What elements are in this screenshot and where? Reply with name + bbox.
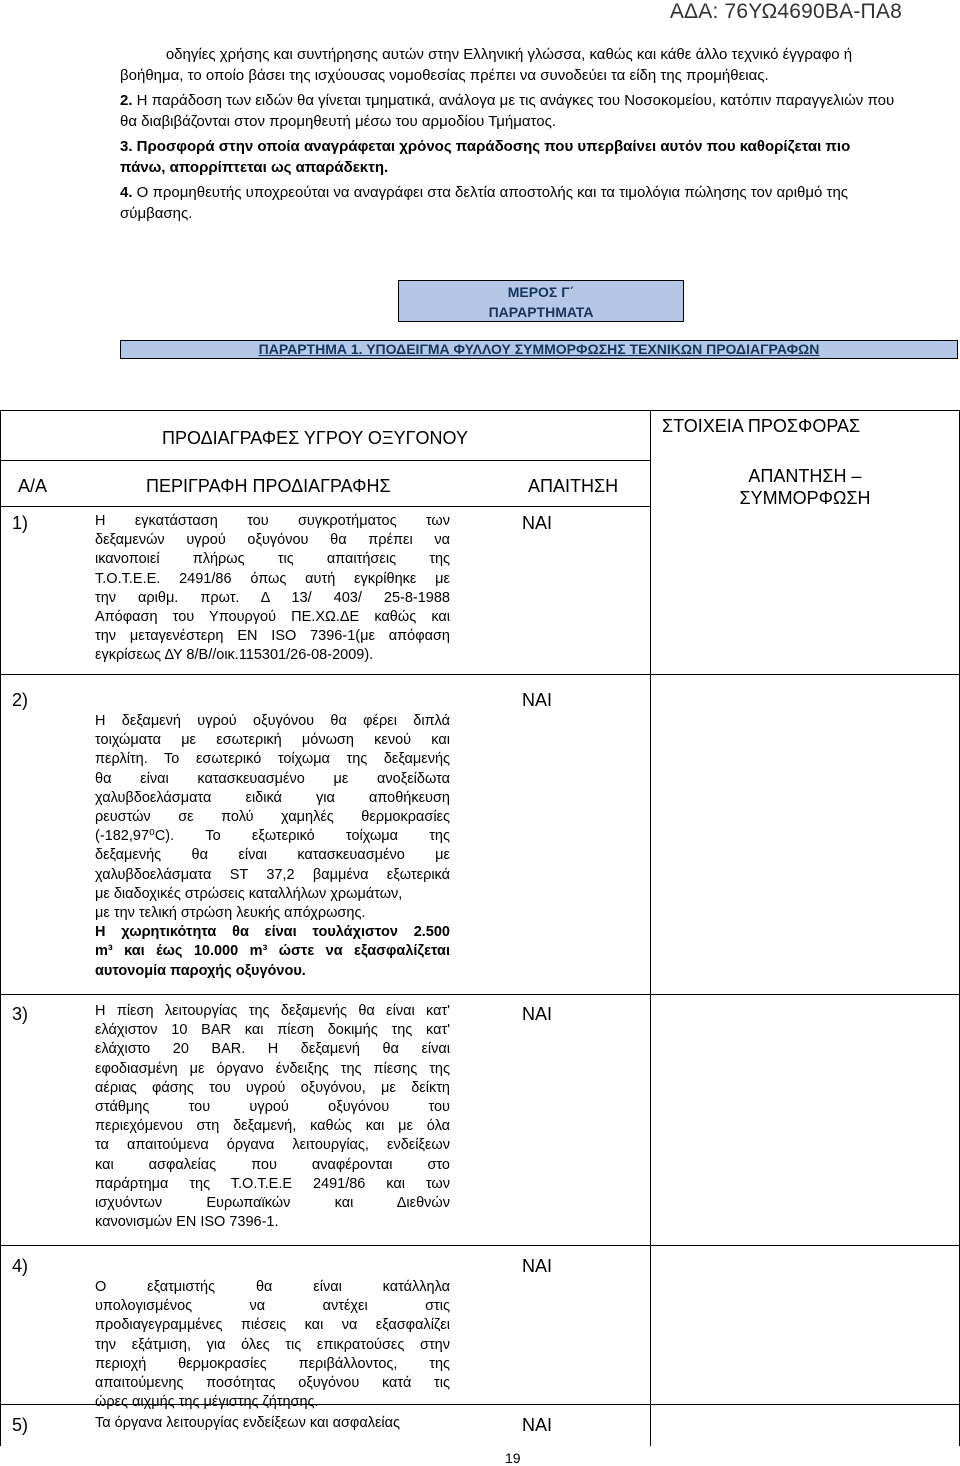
intro-p3-line2: πάνω, απορρίπτεται ως απαράδεκτη.	[120, 159, 389, 176]
spec-title: ΠΡΟΔΙΑΓΡΑΦΕΣ ΥΓΡΟΥ ΟΞΥΓΟΝΟΥ	[162, 428, 468, 448]
col-answer-header-line1: ΑΠΑΝΤΗΣΗ –	[748, 466, 862, 486]
desc-line: απαιτούμενης ποσότητας οξυγόνου κατά τις	[95, 1375, 450, 1392]
desc-line: την εξάτμιση, για όλες τις επικρατούσες στην	[95, 1336, 450, 1353]
row-2-number: 2)	[12, 690, 29, 710]
intro-paragraph-3	[120, 136, 898, 178]
row-2-description	[95, 712, 450, 981]
row-3-description	[95, 1002, 450, 1232]
desc-line: και ασφαλείας που αναφέρονται στο	[95, 1156, 450, 1173]
desc-line: ελάχιστο 20 BAR. Η δεξαμενή θα είναι	[95, 1041, 450, 1058]
desc-line: Η πίεση λειτουργίας της δεξαμενής θα είναι κατ'	[95, 1003, 450, 1019]
part-c-title: ΜΕΡΟΣ Γ΄	[507, 284, 575, 300]
desc-line: την αριθμ. πρωτ. Δ 13/ 403/ 25-8-1988	[95, 589, 450, 606]
desc-line: δεξαμενής θα είναι κατασκευασμένο με	[95, 847, 450, 864]
row-1-divider	[0, 674, 960, 675]
appendix-1-title: ΠΑΡΑΡΤΗΜΑ 1. ΥΠΟΔΕΙΓΜΑ ΦΥΛΛΟΥ ΣΥΜΜΟΡΦΩΣΗΣ ΤΕΧΝΙΚΩΝ ΠΡΟΔΙΑΓΡΑΦΩΝ	[120, 340, 958, 359]
desc-line: χαλυβδοελάσματα ειδικά για αποθήκευση	[95, 789, 450, 806]
row-5-number: 5)	[12, 1415, 29, 1435]
row-1-description	[95, 512, 450, 666]
row-3-number: 3)	[12, 1004, 29, 1024]
desc-line: τα απαιτούμενα όργανα λειτουργίας, ενδείξεων	[95, 1137, 450, 1154]
row-3-requirement: ΝΑΙ	[522, 1004, 553, 1024]
row-5-description	[95, 1414, 450, 1433]
desc-line: την μεταγενέστερη ΕΝ ISO 7396-1(με απόφαση	[95, 628, 450, 645]
desc-line: εγκρίσεως ΔΥ 8/Β//οικ.115301/26-08-2009).	[95, 647, 374, 664]
col-answer-header-line2: ΣΥΜΜΟΡΦΩΣΗ	[739, 488, 871, 508]
table-header-divider-2	[0, 506, 650, 507]
desc-line: παράρτημα της Τ.Ο.Τ.Ε.Ε 2491/86 και των	[95, 1175, 450, 1192]
capacity-line: αυτονομία παροχής οξυγόνου.	[95, 962, 306, 979]
p2-number: 2.	[120, 92, 133, 109]
offer-column-divider	[650, 410, 651, 1446]
desc-line: κανονισμών ΕΝ ISO 7396-1.	[95, 1214, 279, 1231]
row-2-divider	[0, 994, 960, 995]
desc-line: Η δεξαμενή υγρού οξυγόνου θα φέρει διπλά	[95, 713, 450, 729]
desc-line: περιοχή θερμοκρασίες περιβάλλοντος, της	[95, 1355, 450, 1372]
desc-line: χαλυβδοελάσματα ST 37,2 βαμμένα εξωτερικά	[95, 866, 450, 883]
desc-line: Ο εξατμιστής θα είναι κατάλληλα	[95, 1279, 450, 1295]
desc-line: περλίτη. Το εσωτερικό τοίχωμα της δεξαμενής	[95, 751, 450, 768]
col-desc-header: ΠΕΡΙΓΡΑΦΗ ΠΡΟΔΙΑΓΡΑΦΗΣ	[146, 476, 391, 496]
page-number: 19	[505, 1450, 521, 1466]
capacity-line: m³ και έως 10.000 m³ ώστε να εξασφαλίζεται	[95, 943, 450, 960]
intro-p2-line1: Η παράδοση των ειδών θα γίνεται τμηματικά, ανάλογα με τις ανάγκες του Νοσοκομείου, κατόπιν παραγγελιών που	[132, 92, 895, 109]
desc-line: (-182,97⁰C). Το εξωτερικό τοίχωμα της	[95, 828, 450, 845]
desc-line: προδιαγεγραμμένες πιέσεις και να εξασφαλίζει	[95, 1317, 450, 1334]
intro-p4-line1: Ο προμηθευτής υποχρεούται να αναγράφει στα δελτία αποστολής και τα τιμολόγια πώλησης τον αριθμό της σύμβασης.	[120, 184, 849, 222]
col-answer-header	[650, 465, 960, 509]
desc-line: περιεχόμενου στη δεξαμενή, καθώς και με όλα	[95, 1118, 450, 1135]
row-4-number: 4)	[12, 1256, 29, 1276]
row-4-requirement: ΝΑΙ	[522, 1256, 553, 1276]
intro-p2-line2: θα διαβιβάζονται στον προμηθευτή μέσω του αρμοδίου Τμήματος.	[120, 113, 557, 130]
intro-paragraph-1	[120, 44, 898, 86]
row-5-requirement: ΝΑΙ	[522, 1415, 553, 1435]
row-4-description	[95, 1278, 450, 1412]
table-header-divider	[0, 460, 650, 461]
desc-line: με την τελική στρώση λευκής απόχρωσης.	[95, 905, 366, 922]
desc-line: στάθμης του υγρού οξυγόνου του	[95, 1099, 450, 1116]
desc-line: αέριας φάσης του υγρού οξυγόνου, με δείκτη	[95, 1079, 450, 1096]
desc-line: ώρες αιχμής της μέγιστης ζήτησης.	[95, 1394, 319, 1411]
row-1-requirement: ΝΑΙ	[522, 513, 553, 533]
capacity-line: Η χωρητικότητα θα είναι τουλάχιστον 2.500	[95, 924, 450, 941]
intro-paragraph-4	[120, 182, 898, 224]
part-c-box	[398, 280, 684, 322]
desc-line: τοιχώματα με εσωτερική μόνωση κενού και	[95, 732, 450, 749]
intro-p1-line2: βοήθημα, το οποίο βάσει της ισχύουσας νομοθεσίας πρέπει να συνοδεύει τα είδη της προμήθειας.	[120, 67, 769, 84]
table-border-top	[0, 410, 960, 411]
table-border-left	[0, 410, 1, 1446]
row-1-number: 1)	[12, 513, 29, 533]
desc-line: ισχυόντων Ευρωπαϊκών και Διεθνών	[95, 1195, 450, 1212]
desc-line: με διαδοχικές στρώσεις καταλλήλων χρωμάτων,	[95, 885, 403, 902]
offer-title: ΣΤΟΙΧΕΙΑ ΠΡΟΣΦΟΡΑΣ	[662, 416, 861, 436]
intro-p3-line1: Προσφορά στην οποία αναγράφεται χρόνος παράδοσης που υπερβαίνει αυτόν που καθορίζεται πιο	[132, 138, 851, 155]
row-2-requirement: ΝΑΙ	[522, 690, 553, 710]
col-aa-header: Α/Α	[18, 476, 48, 496]
ada-code: ΑΔΑ: 76ΥΩ4690ΒΑ-ΠΑ8	[669, 0, 902, 23]
desc-line: Απόφαση του Υπουργού ΠΕ.ΧΩ.ΔΕ καθώς και	[95, 609, 450, 626]
p3-number: 3.	[120, 138, 133, 155]
desc-line: υπολογισμένος να αντέχει στις	[95, 1298, 450, 1315]
desc-line: θα είναι κατασκευασμένο με ανοξείδωτα	[95, 770, 450, 787]
row-3-divider	[0, 1245, 960, 1246]
appendices-title: ΠΑΡΑΡΤΗΜΑΤΑ	[488, 304, 594, 320]
intro-paragraph-2	[120, 90, 898, 132]
desc-line: ικανοποιεί πλήρως τις απαιτήσεις της	[95, 551, 450, 568]
desc-line: Τα όργανα λειτουργίας ενδείξεων και ασφαλείας	[95, 1415, 401, 1431]
desc-line: ρευστών σε πολύ χαμηλές θερμοκρασίες	[95, 809, 450, 826]
compliance-table	[0, 410, 960, 1446]
col-req-header: ΑΠΑΙΤΗΣΗ	[528, 476, 619, 496]
desc-line: δεξαμενών υγρού οξυγόνου θα πρέπει να	[95, 532, 450, 549]
desc-line: Τ.Ο.Τ.Ε.Ε. 2491/86 όπως αυτή εγκρίθηκε με	[95, 570, 450, 587]
desc-line: ελάχιστον 10 BAR και πίεση δοκιμής της κατ'	[95, 1022, 450, 1039]
p4-number: 4.	[120, 184, 133, 201]
intro-p1-line1: οδηγίες χρήσης και συντήρησης αυτών στην Ελληνική γλώσσα, καθώς και κάθε άλλο τεχνικό έγγραφο ή	[165, 46, 853, 63]
desc-line: εφοδιασμένη με όργανο ένδειξης της πίεσης της	[95, 1060, 450, 1077]
desc-line: Η εγκατάσταση του συγκροτήματος των	[95, 513, 450, 529]
